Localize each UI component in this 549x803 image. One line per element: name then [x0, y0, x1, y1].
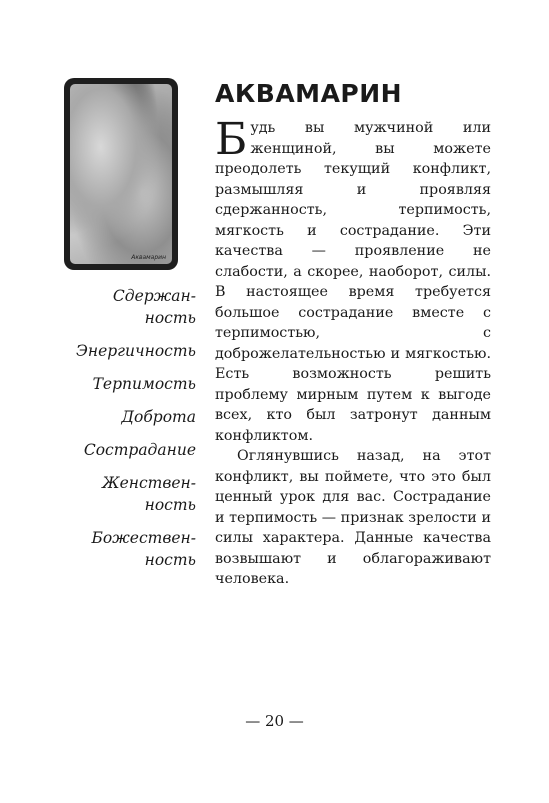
- keywords-list: [40, 285, 196, 582]
- keyword-compassion: Сострадание: [83, 441, 196, 459]
- aquamarine-photo: [70, 84, 172, 264]
- keyword-energy: Энергичность: [76, 342, 196, 360]
- page-number: — 20 —: [245, 712, 304, 730]
- keyword-femininity: Женствен- ность: [102, 474, 196, 514]
- gemstone-image-card: [64, 78, 178, 270]
- body-text: [215, 114, 491, 590]
- image-caption: Аквамарин: [131, 254, 166, 261]
- keyword-tolerance: Терпимость: [92, 375, 196, 393]
- paragraph-2: Оглянувшись назад, на этот конфликт, вы поймете, что это был ценный урок для вас. Сострадание и терпимость — признак зрелости и силы характера. Данные качества возвышают и облагораживают человека.: [215, 448, 491, 587]
- paragraph-1: Будь вы мужчиной или женщиной, вы можете преодолеть текущий конфликт, размышляя и проявляя сдержанность, терпимость, мягкость и сострадание. Эти качества — проявление не слабости, а скорее, наоборот, силы. В настоящее время требуется большое сострадание вместе с терпимостью, с доброжелательностью и мягкостью. Есть возможность решить проблему мирным путем к выгоде всех, кто был затронут данным конфликтом.: [215, 114, 491, 444]
- drop-cap: Б: [215, 114, 248, 165]
- keyword-restraint: Сдержан- ность: [112, 287, 196, 327]
- page-title: АКВАМАРИН: [215, 79, 403, 108]
- keyword-divinity: Божествен- ность: [91, 529, 196, 569]
- keyword-kindness: Доброта: [121, 408, 196, 426]
